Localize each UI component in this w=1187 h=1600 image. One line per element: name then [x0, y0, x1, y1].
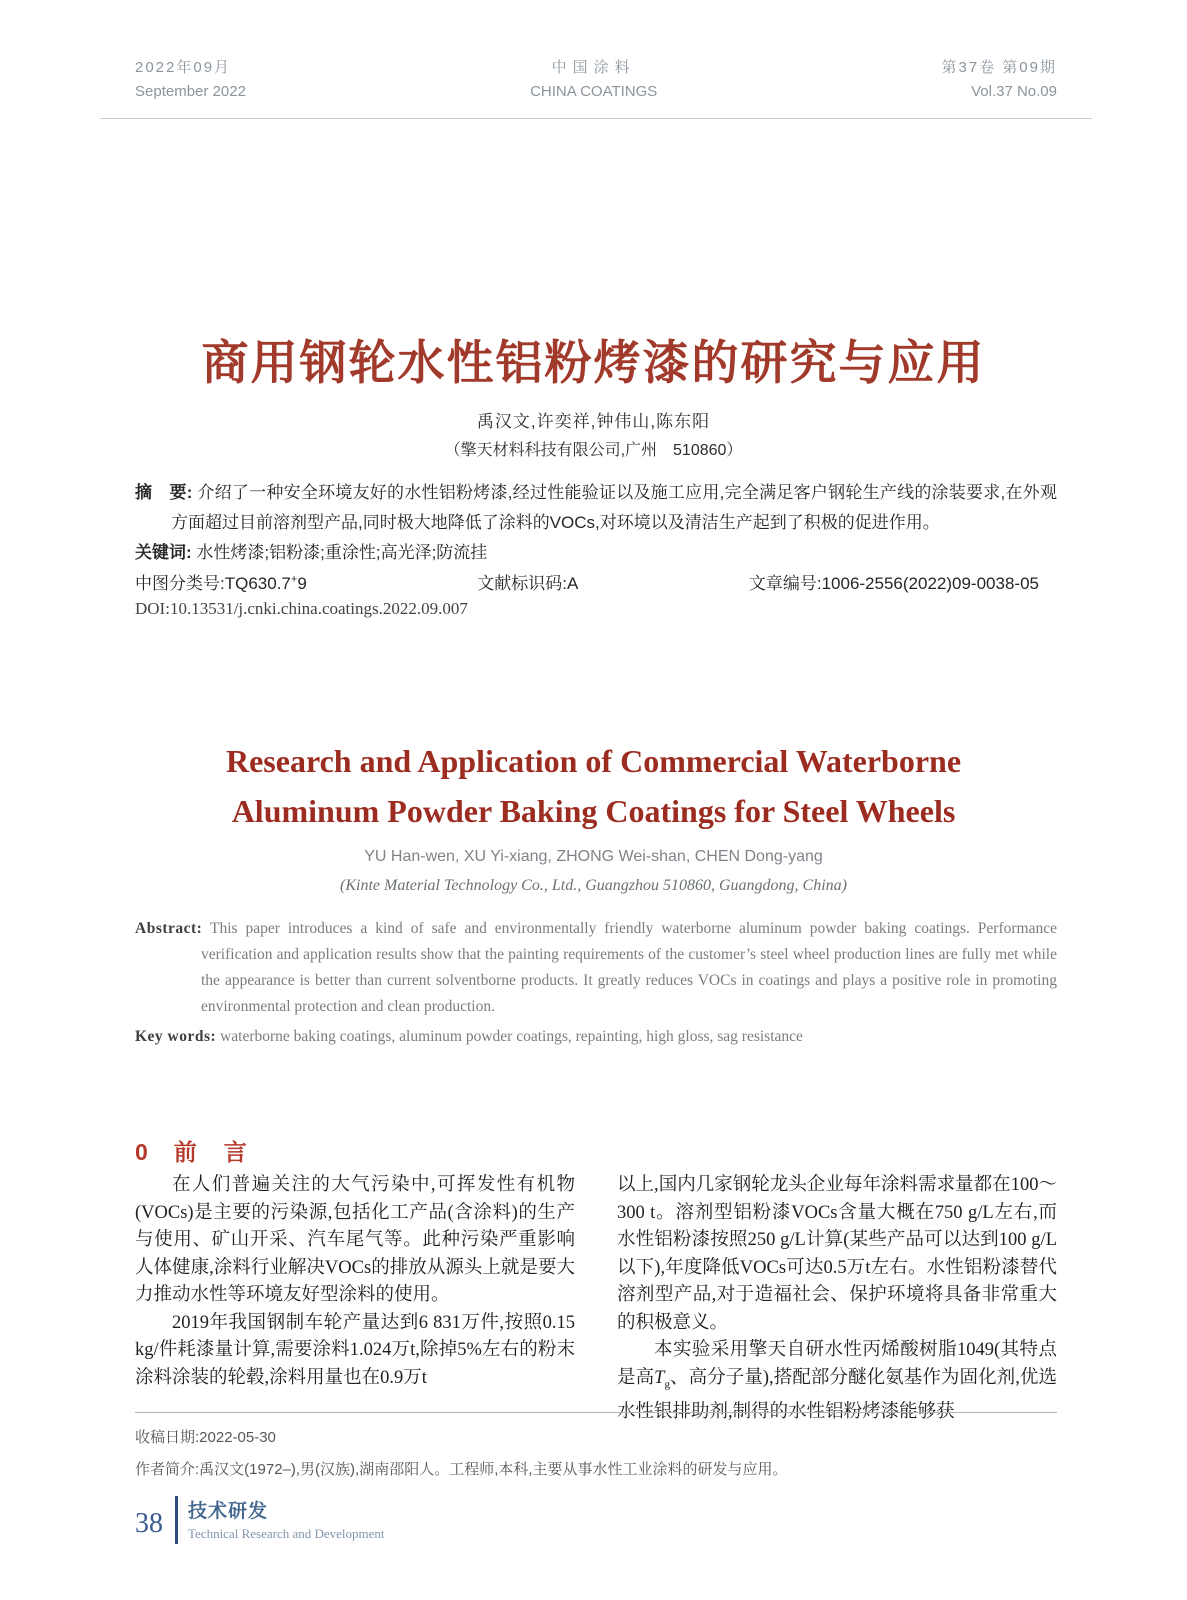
- clc-label: 中图分类号:: [135, 574, 225, 593]
- body-column-left: [135, 1172, 575, 1426]
- paragraph: 在人们普遍关注的大气污染中,可挥发性有机物(VOCs)是主要的污染源,包括化工产品(含涂料)的生产与使用、矿山开采、汽车尾气等。此种污染严重影响人体健康,涂料行业解决VOCs的排放从源头上就是要大力推动水性等环境友好型涂料的使用。: [135, 1175, 575, 1305]
- paragraph-text: 、高分子量),搭配部分醚化氨基作为固化剂,优选水性银排助剂,制得的水性铝粉烤漆能够获: [617, 1367, 1057, 1422]
- article-title-en-line1: Research and Application of Commercial Waterborne: [225, 743, 962, 779]
- footnote-block: [135, 1422, 1057, 1486]
- abstract-label-en: Abstract:: [135, 920, 203, 937]
- abstract-block-en: [135, 916, 1057, 1050]
- section-title: 前 言: [173, 1139, 249, 1165]
- author-bio: 作者简介:禹汉文(1972–),男(汉族),湖南邵阳人。工程师,本科,主要从事水性工业涂料的研发与应用。: [135, 1461, 788, 1478]
- clc-tail: 9: [297, 574, 307, 593]
- keywords-text-en: waterborne baking coatings, aluminum powder coatings, repainting, high gloss, sag resistance: [220, 1028, 803, 1045]
- footnote-rule: [135, 1412, 1057, 1413]
- abstract-label-cn: 摘 要:: [135, 483, 193, 502]
- article-title-en-line2: Aluminum Powder Baking Coatings for Steel Wheels: [231, 793, 956, 829]
- journal-name: [530, 56, 657, 104]
- affiliation-en: (Kinte Material Technology Co., Ltd., Guangzhou 510860, Guangdong, China): [340, 877, 847, 894]
- article-number-label: 文章编号:: [748, 574, 822, 593]
- column-title-en: Technical Research and Development: [188, 1526, 385, 1541]
- abstract-block-cn: [135, 478, 1057, 568]
- abstract-text-cn: 介绍了一种安全环境友好的水性铝粉烤漆,经过性能验证以及施工应用,完全满足客户钢轮生产线的涂装要求,在外观方面超过目前溶剂型产品,同时极大地降低了涂料的VOCs,对环境以及清洁生产起到了积极的促进作用。: [171, 483, 1057, 532]
- page-footer: [135, 1496, 385, 1544]
- affiliation-cn: （擎天材料科技有限公司,广州 510860）: [444, 442, 743, 459]
- body-columns: [135, 1172, 1057, 1426]
- abstract-cn: [135, 478, 1057, 538]
- clc-base: TQ630.7: [224, 574, 291, 593]
- tg-symbol: T: [654, 1367, 665, 1388]
- paragraph: 以上,国内几家钢轮龙头企业每年涂料需求量都在100～300 t。溶剂型铝粉漆VOCs含量大概在750 g/L左右,而水性铝粉漆按照250 g/L计算(某些产品可以达到100 g/L以下),年度降低VOCs可达0.5万t左右。水性铝粉漆替代溶剂型产品,对于造福社会、保护环境将具备非常重大的积极意义。: [617, 1175, 1057, 1333]
- keywords-cn: [135, 538, 1057, 568]
- article-number: [749, 569, 1039, 594]
- document-code-value: A: [567, 574, 579, 593]
- authors-cn: 禹汉文,许奕祥,钟伟山,陈东阳: [476, 412, 711, 431]
- article-title-cn: 商用钢轮水性铝粉烤漆的研究与应用: [201, 336, 986, 389]
- article-title-en: [0, 736, 1187, 836]
- footer-divider-bar: [175, 1496, 178, 1544]
- section-heading-foreword: [135, 1134, 249, 1167]
- header-date-en: September 2022: [135, 83, 246, 100]
- header-rule: [100, 118, 1092, 119]
- clc-superscript: +: [290, 573, 298, 586]
- section-number: 0: [135, 1139, 148, 1165]
- keywords-en: [135, 1024, 1057, 1050]
- header-date-cn: 2022年09月: [135, 59, 232, 76]
- authors-en: YU Han-wen, XU Yi-xiang, ZHONG Wei-shan, CHEN Dong-yang: [364, 848, 823, 865]
- running-head: [135, 56, 1057, 104]
- body-column-right: [617, 1172, 1057, 1426]
- journal-name-cn: 中国涂料: [551, 59, 636, 76]
- clc-number: [135, 569, 307, 594]
- paragraph: 2019年我国钢制车轮产量达到6 831万件,按照0.15 kg/件耗漆量计算,需要涂料1.024万t,除掉5%左右的粉末涂料涂装的轮毂,涂料用量也在0.9万t: [135, 1312, 575, 1388]
- document-code-label: 文献标识码:: [477, 574, 568, 593]
- keywords-text-cn: 水性烤漆;铝粉漆;重涂性;高光泽;防流挂: [196, 543, 488, 562]
- received-date: 收稿日期:2022-05-30: [135, 1429, 276, 1446]
- issue-info-en: Vol.37 No.09: [971, 83, 1057, 100]
- keywords-label-en: Key words:: [135, 1028, 217, 1045]
- document-code: [477, 569, 578, 594]
- issue-info-cn: 第37卷 第09期: [941, 59, 1057, 76]
- meta-row: [135, 569, 1039, 594]
- journal-name-en: CHINA COATINGS: [530, 83, 658, 100]
- article-number-value: 1006-2556(2022)09-0038-05: [821, 574, 1039, 593]
- tg-subscript: g: [664, 1378, 670, 1391]
- keywords-label-cn: 关键词:: [135, 543, 192, 562]
- paragraph-text: 本实验采用擎天自研水性丙烯酸树脂1049(其特点是高: [617, 1340, 1057, 1388]
- header-date: [135, 56, 246, 104]
- abstract-text-en: This paper introduces a kind of safe and environmentally friendly waterborne aluminum powder baking coatings. Performance verification and application results show that the painting requirements of the customer’s steel wheel production lines are fully met while the appearance is better than current solventborne products. It greatly reduces VOCs in coatings and plays a positive role in promoting environmental protection and clean production.: [201, 920, 1057, 1015]
- page-number: 38: [135, 1508, 163, 1539]
- doi: DOI:10.13531/j.cnki.china.coatings.2022.09.007: [135, 599, 468, 618]
- issue-info: [941, 56, 1057, 104]
- column-title: [188, 1496, 385, 1544]
- column-title-cn: 技术研发: [188, 1501, 269, 1522]
- abstract-en: [135, 916, 1057, 1020]
